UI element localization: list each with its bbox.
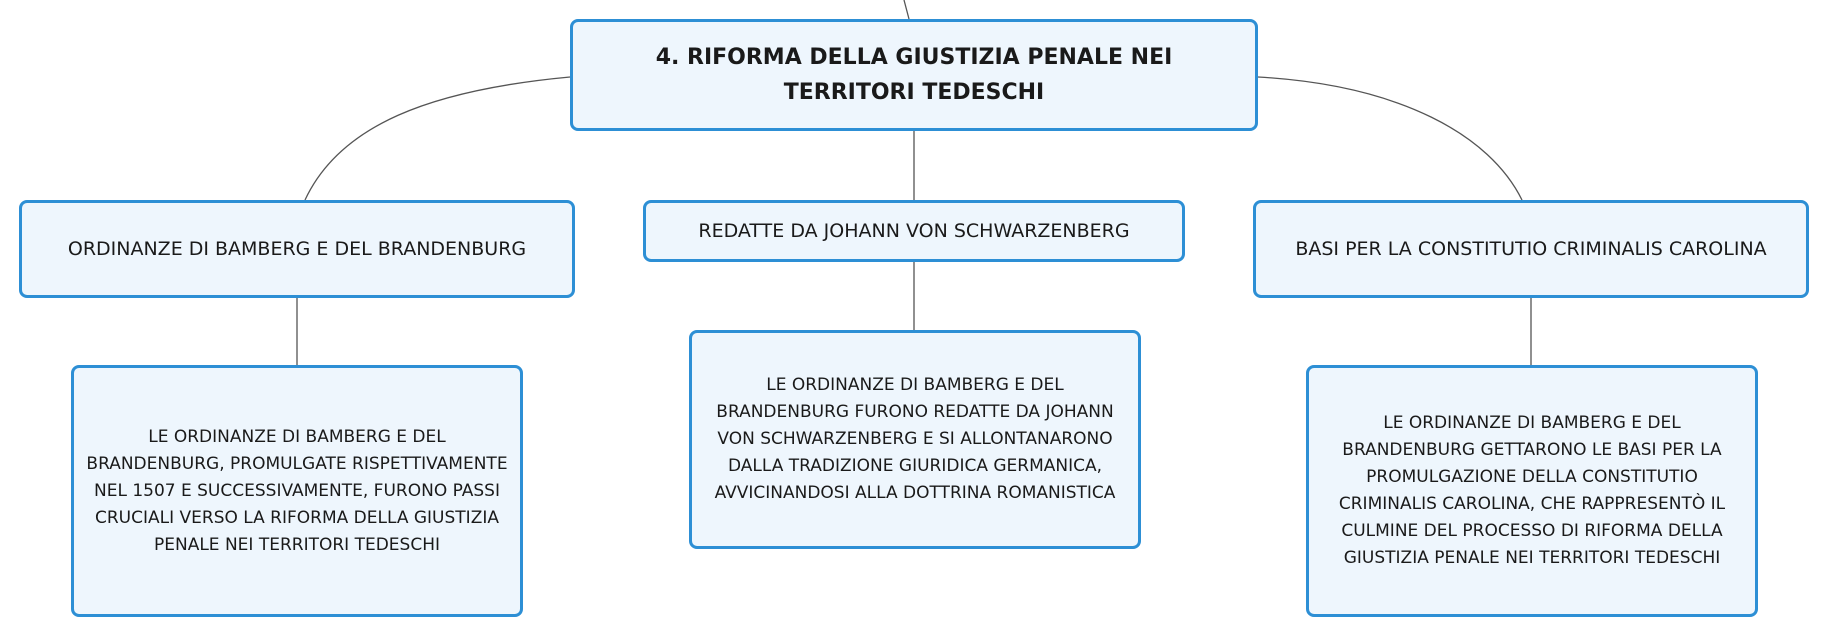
connector-root-to-right bbox=[1258, 77, 1522, 200]
connector-parent-stub bbox=[904, 0, 909, 19]
root-topic-title: 4. RIFORMA DELLA GIUSTIZIA PENALE NEI TERRITORI TEDESCHI bbox=[655, 45, 1173, 105]
branch-topic-ordinanze[interactable] bbox=[19, 200, 575, 298]
detail-topic-carolina[interactable] bbox=[1306, 365, 1758, 617]
detail-topic-text: LE ORDINANZE DI BAMBERG E DEL BRANDENBURG FURONO REDATTE DA JOHANN VON SCHWARZENBERG E SI ALLONTANARONO DALLA TRADIZIONE GIURIDICA GERMANICA, AVVICINANDOSI ALLA DOTTRINA ROMANISTICA bbox=[714, 375, 1116, 503]
branch-topic-label: BASI PER LA CONSTITUTIO CRIMINALIS CAROLINA bbox=[1295, 238, 1767, 260]
detail-topic-text: LE ORDINANZE DI BAMBERG E DEL BRANDENBURG GETTARONO LE BASI PER LA PROMULGAZIONE DELLA CONSTITUTIO CRIMINALIS CAROLINA, CHE RAPPRESENTÒ IL CULMINE DEL PROCESSO DI RIFORMA DELLA GIUSTIZIA PENALE NEI TERRITORI TEDESCHI bbox=[1338, 413, 1726, 568]
branch-topic-schwarzenberg[interactable] bbox=[643, 200, 1185, 262]
branch-topic-carolina[interactable] bbox=[1253, 200, 1809, 298]
root-topic[interactable] bbox=[570, 19, 1258, 131]
detail-topic-ordinanze[interactable] bbox=[71, 365, 523, 617]
branch-topic-label: ORDINANZE DI BAMBERG E DEL BRANDENBURG bbox=[67, 238, 527, 260]
detail-topic-schwarzenberg[interactable] bbox=[689, 330, 1141, 549]
detail-topic-text: LE ORDINANZE DI BAMBERG E DEL BRANDENBURG, PROMULGATE RISPETTIVAMENTE NEL 1507 E SUCCESSIVAMENTE, FURONO PASSI CRUCIALI VERSO LA RIFORMA DELLA GIUSTIZIA PENALE NEI TERRITORI TEDESCHI bbox=[86, 426, 508, 555]
connector-root-to-left bbox=[305, 77, 570, 200]
branch-topic-label: REDATTE DA JOHANN VON SCHWARZENBERG bbox=[698, 220, 1130, 242]
